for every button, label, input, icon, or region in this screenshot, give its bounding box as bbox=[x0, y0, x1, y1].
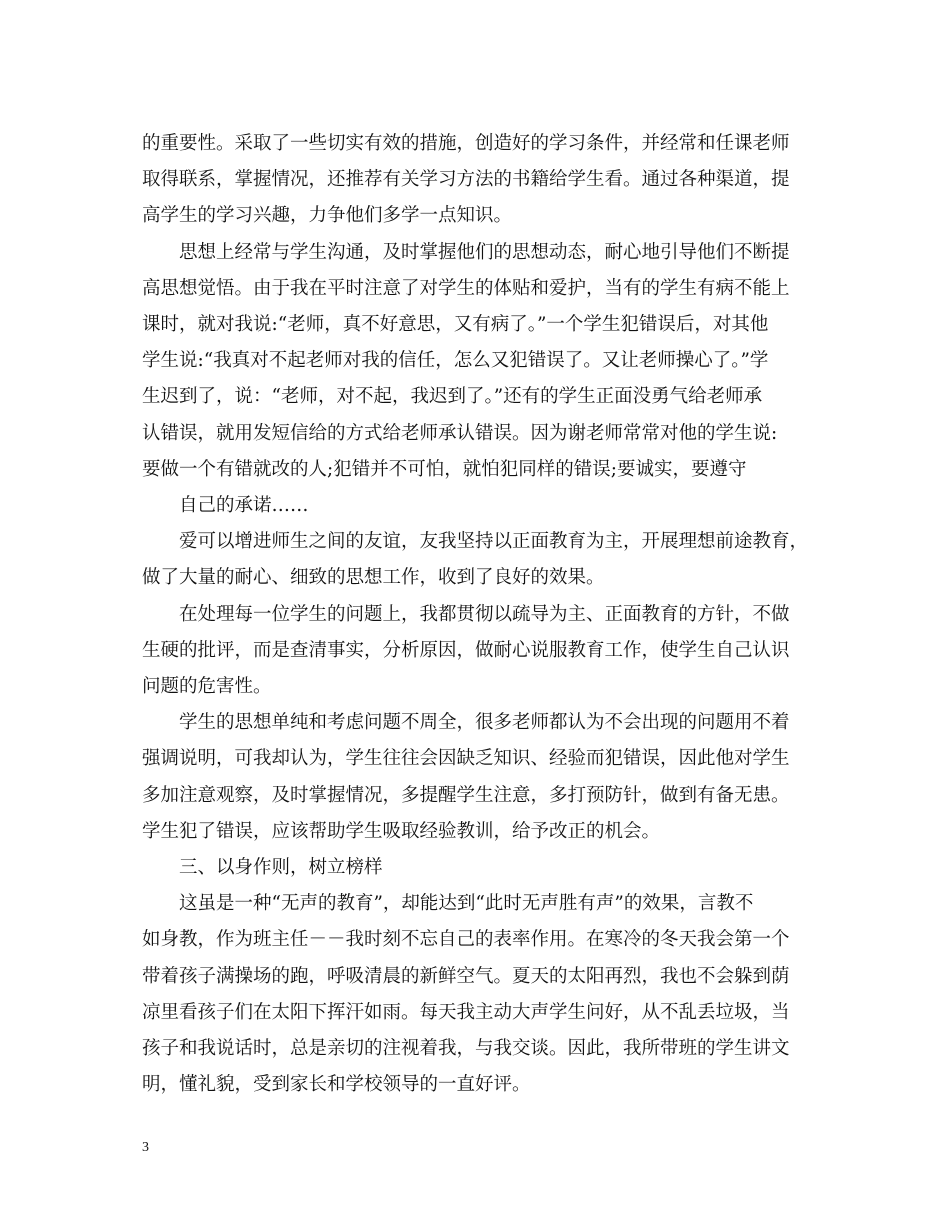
text-line: 凉里看孩子们在太阳下挥汗如雨。每天我主动大声学生问好，从不乱丢垃圾，当 bbox=[142, 1001, 790, 1023]
text-line: 在处理每一位学生的问题上，我都贯彻以疏导为主、正面教育的方针，不做 bbox=[179, 603, 790, 625]
paragraph bbox=[142, 705, 807, 850]
text-line: 多加注意观察，及时掌握情况，多提醒学生注意，多打预防针，做到有备无患。 bbox=[142, 784, 790, 806]
text-line: 的重要性。采取了一些切实有效的措施，创造好的学习条件，并经常和任课老师 bbox=[142, 133, 790, 154]
paragraph bbox=[142, 597, 807, 706]
text-line: 高学生的学习兴趣，力争他们多学一点知识。 bbox=[142, 205, 513, 227]
text-line: 高思想觉悟。由于我在平时注意了对学生的体贴和爱护，当有的学生有病不能上 bbox=[142, 277, 790, 299]
text-line: 强调说明，可我却认为，学生往往会因缺乏知识、经验而犯错误，因此他对学生 bbox=[142, 748, 790, 770]
text-line: 三、以身作则，树立榜样 bbox=[179, 857, 383, 879]
paragraph bbox=[142, 524, 807, 596]
text-line: 明，懂礼貌，受到家长和学校领导的一直好评。 bbox=[142, 1074, 531, 1096]
text-line: 要做一个有错就改的人;犯错并不可怕，就怕犯同样的错误;要诚实，要遵守 bbox=[142, 458, 747, 480]
text-line: 孩子和我说话时，总是亲切的注视着我，与我交谈。因此，我所带班的学生讲文 bbox=[142, 1038, 790, 1060]
paragraph bbox=[142, 886, 807, 1103]
text-line: 学生的思想单纯和考虑问题不周全，很多老师都认为不会出现的问题用不着 bbox=[179, 712, 790, 734]
text-line: 生硬的批评，而是查清事实，分析原因，做耐心说服教育工作，使学生自己认识 bbox=[142, 639, 790, 661]
text-line: 认错误，就用发短信给的方式给老师承认错误。因为谢老师常常对他的学生说: bbox=[142, 422, 778, 444]
paragraph bbox=[142, 126, 807, 235]
text-line: 课时，就对我说:“老师，真不好意思，又有病了。”一个学生犯错误后，对其他 bbox=[142, 314, 769, 336]
page-number: 3 bbox=[142, 1140, 149, 1155]
text-line: 问题的危害性。 bbox=[142, 676, 272, 698]
text-line: 自己的承诺…… bbox=[179, 495, 309, 517]
text-line: 带着孩子满操场的跑，呼吸清晨的新鲜空气。夏天的太阳再烈，我也不会躲到荫 bbox=[142, 965, 790, 987]
body-text bbox=[142, 126, 807, 1103]
text-line: 这虽是一种“无声的教育”，却能达到“此时无声胜有声”的效果，言教不 bbox=[179, 893, 754, 915]
text-line: 取得联系，掌握情况，还推荐有关学习方法的书籍给学生看。通过各种渠道，提 bbox=[142, 169, 790, 191]
text-line: 做了大量的耐心、细致的思想工作，收到了良好的效果。 bbox=[142, 567, 605, 589]
text-line: 学生犯了错误，应该帮助学生吸取经验教训，给予改正的机会。 bbox=[142, 820, 661, 842]
text-line: 爱可以增进师生之间的友谊，友我坚持以正面教育为主，开展理想前途教育， bbox=[179, 531, 809, 553]
paragraph bbox=[142, 850, 807, 886]
paragraph bbox=[142, 235, 807, 488]
text-line: 生迟到了，说：“老师，对不起，我迟到了。”还有的学生正面没勇气给老师承 bbox=[142, 386, 763, 408]
text-line: 学生说:“我真对不起老师对我的信任，怎么又犯错误了。又让老师操心了。”学 bbox=[142, 350, 769, 372]
text-line: 思想上经常与学生沟通，及时掌握他们的思想动态，耐心地引导他们不断提 bbox=[179, 241, 790, 263]
text-line: 如身教，作为班主任－－我时刻不忘自己的表率作用。在寒冷的冬天我会第一个 bbox=[142, 929, 790, 951]
paragraph bbox=[142, 488, 807, 524]
